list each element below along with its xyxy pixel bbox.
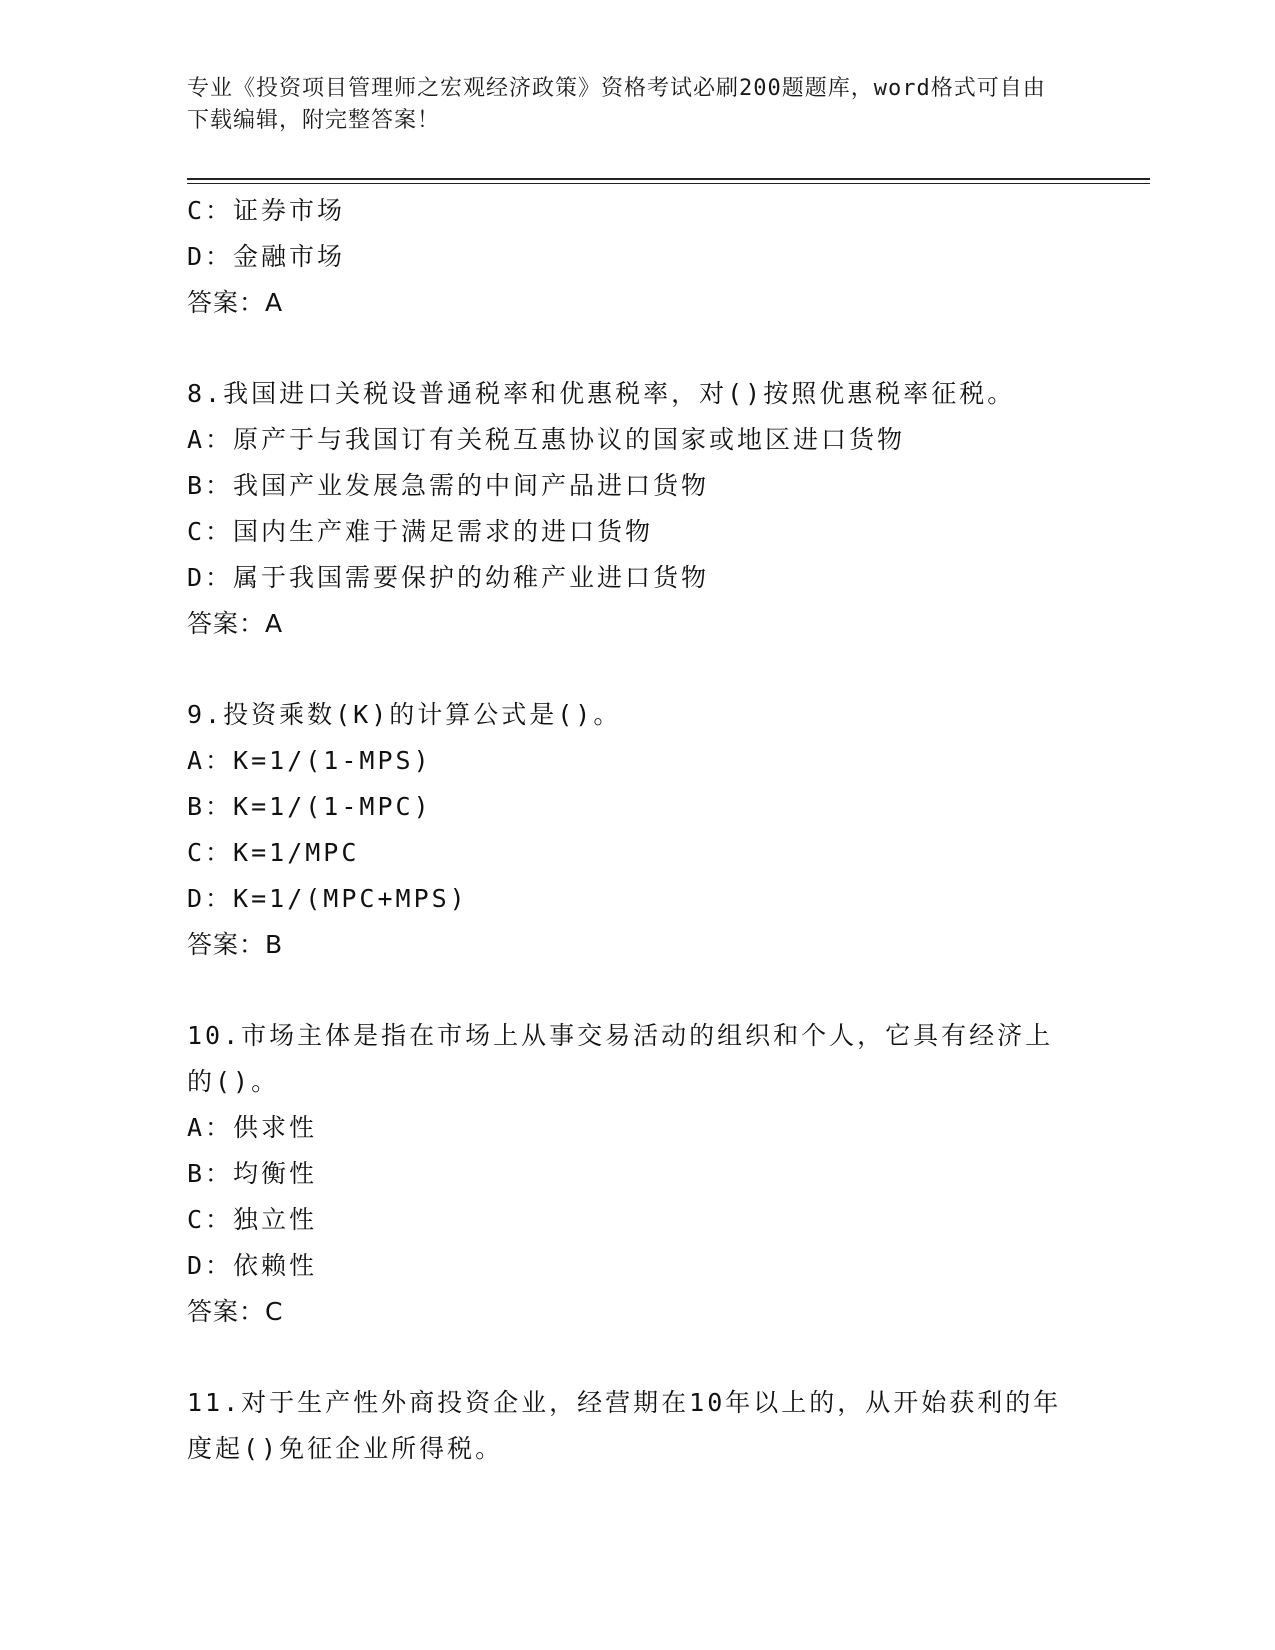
option-b: B：K=1/(1-MPC) [187, 792, 432, 821]
option-a: A：原产于与我国订有关税互惠协议的国家或地区进口货物 [187, 425, 906, 454]
answer: 答案：B [187, 930, 284, 959]
option-a: A：供求性 [187, 1113, 318, 1142]
question-stem: 11.对于生产性外商投资企业，经营期在10年以上的，从开始获利的年度起()免征企业所得税。 [187, 1388, 1062, 1463]
option-d: D：K=1/(MPC+MPS) [187, 884, 468, 913]
question-stem: 10.市场主体是指在市场上从事交易活动的组织和个人，它具有经济上的()。 [187, 1021, 1054, 1096]
question-8 [187, 371, 1087, 647]
option-c: C：独立性 [187, 1205, 318, 1234]
option-d: D：属于我国需要保护的幼稚产业进口货物 [187, 563, 710, 592]
question-11 [187, 1380, 1087, 1472]
option-d: D：依赖性 [187, 1251, 318, 1280]
question-stem: 8.我国进口关税设普通税率和优惠税率，对()按照优惠税率征税。 [187, 379, 1016, 408]
question-10 [187, 1013, 1087, 1335]
answer: 答案：A [187, 609, 284, 638]
option-b: B：均衡性 [187, 1159, 318, 1188]
option-b: B：我国产业发展急需的中间产品进口货物 [187, 471, 710, 500]
option-d: D：金融市场 [187, 242, 346, 271]
option-a: A：K=1/(1-MPS) [187, 746, 432, 775]
option-c: C：证券市场 [187, 196, 346, 225]
option-c: C：国内生产难于满足需求的进口货物 [187, 517, 654, 546]
header-divider-thin [187, 183, 1150, 184]
option-c: C：K=1/MPC [187, 838, 360, 867]
answer: 答案：C [187, 1297, 284, 1326]
answer: 答案：A [187, 288, 284, 317]
question-7 [187, 188, 1087, 326]
question-9 [187, 692, 1087, 968]
question-stem: 9.投资乘数(K)的计算公式是()。 [187, 700, 622, 729]
question-list [187, 188, 1087, 1472]
page-header: 专业《投资项目管理师之宏观经济政策》资格考试必刷200题题库，word格式可自由下载编辑，附完整答案！ [187, 76, 1046, 133]
header-divider [187, 178, 1150, 180]
